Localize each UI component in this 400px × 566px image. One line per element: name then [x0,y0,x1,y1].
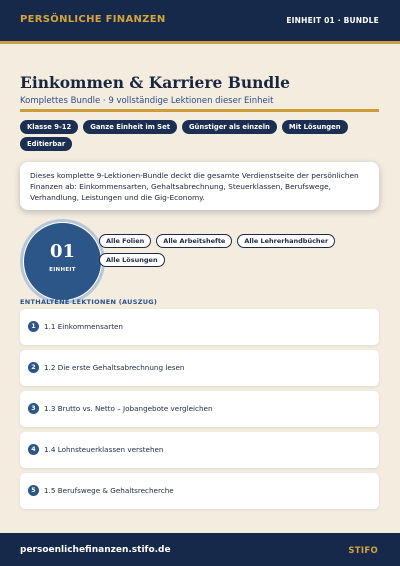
tag-solutions: Mit Lösungen [282,120,348,134]
unit-badge-label: EINHEIT [49,267,76,273]
lesson-number: 1 [28,321,39,332]
lesson-title: 1.1 Einkommensarten [44,322,123,331]
lesson-title: 1.3 Brutto vs. Netto – Jobangebote vergleichen [44,404,213,413]
footer-bar [0,533,400,566]
unit-badge [20,219,105,304]
description-card: Dieses komplette 9-Lektionen-Bundle deckt die gesamte Verdienstseite der persönlichen Finanzen ab: Einkommensarten, Gehaltsabrechnung, Steuerklassen, Berufswege, Verhandlung, Leistungen und die Gig-Economy. [20,162,379,210]
unit-badge-number: 01 [49,241,76,262]
pill-all-solutions: Alle Lösungen [99,253,165,267]
list-item[interactable] [20,350,379,386]
lesson-number: 2 [28,362,39,373]
included-materials [99,234,359,267]
page-title: Einkommen & Karriere Bundle [20,73,291,92]
pill-all-slides: Alle Folien [99,234,151,248]
list-item[interactable] [20,309,379,345]
top-header-bar [0,0,400,41]
brand-label: PERSÖNLICHE FINANZEN [20,14,166,25]
list-item[interactable] [20,391,379,427]
footer-logo: STIFO [348,546,378,556]
tag-grade: Klasse 9-12 [20,120,78,134]
list-item[interactable] [20,432,379,468]
title-divider [20,109,379,112]
unit-label: EINHEIT 01 · BUNDLE [286,16,379,25]
tag-cheaper: Günstiger als einzeln [182,120,277,134]
tag-whole-unit: Ganze Einheit im Set [83,120,177,134]
footer-url-link[interactable]: persoenlichefinanzen.stifo.de [20,545,171,555]
tag-editable: Editierbar [20,137,72,151]
lesson-number: 4 [28,444,39,455]
pill-all-teacher-guides: Alle Lehrerhandbücher [237,234,335,248]
page-subtitle: Komplettes Bundle · 9 vollständige Lektionen dieser Einheit [20,96,274,106]
lesson-title: 1.4 Lohnsteuerklassen verstehen [44,445,164,454]
lesson-number: 5 [28,485,39,496]
lesson-number: 3 [28,403,39,414]
lesson-title: 1.2 Die erste Gehaltsabrechnung lesen [44,363,185,372]
feature-tags [20,120,350,151]
lesson-title: 1.5 Berufswege & Gehaltsrecherche [44,486,174,495]
pill-all-workbooks: Alle Arbeitshefte [156,234,232,248]
lessons-heading: ENTHALTENE LEKTIONEN (AUSZUG) [20,298,158,306]
header-accent-line [0,41,400,44]
list-item[interactable] [20,473,379,509]
